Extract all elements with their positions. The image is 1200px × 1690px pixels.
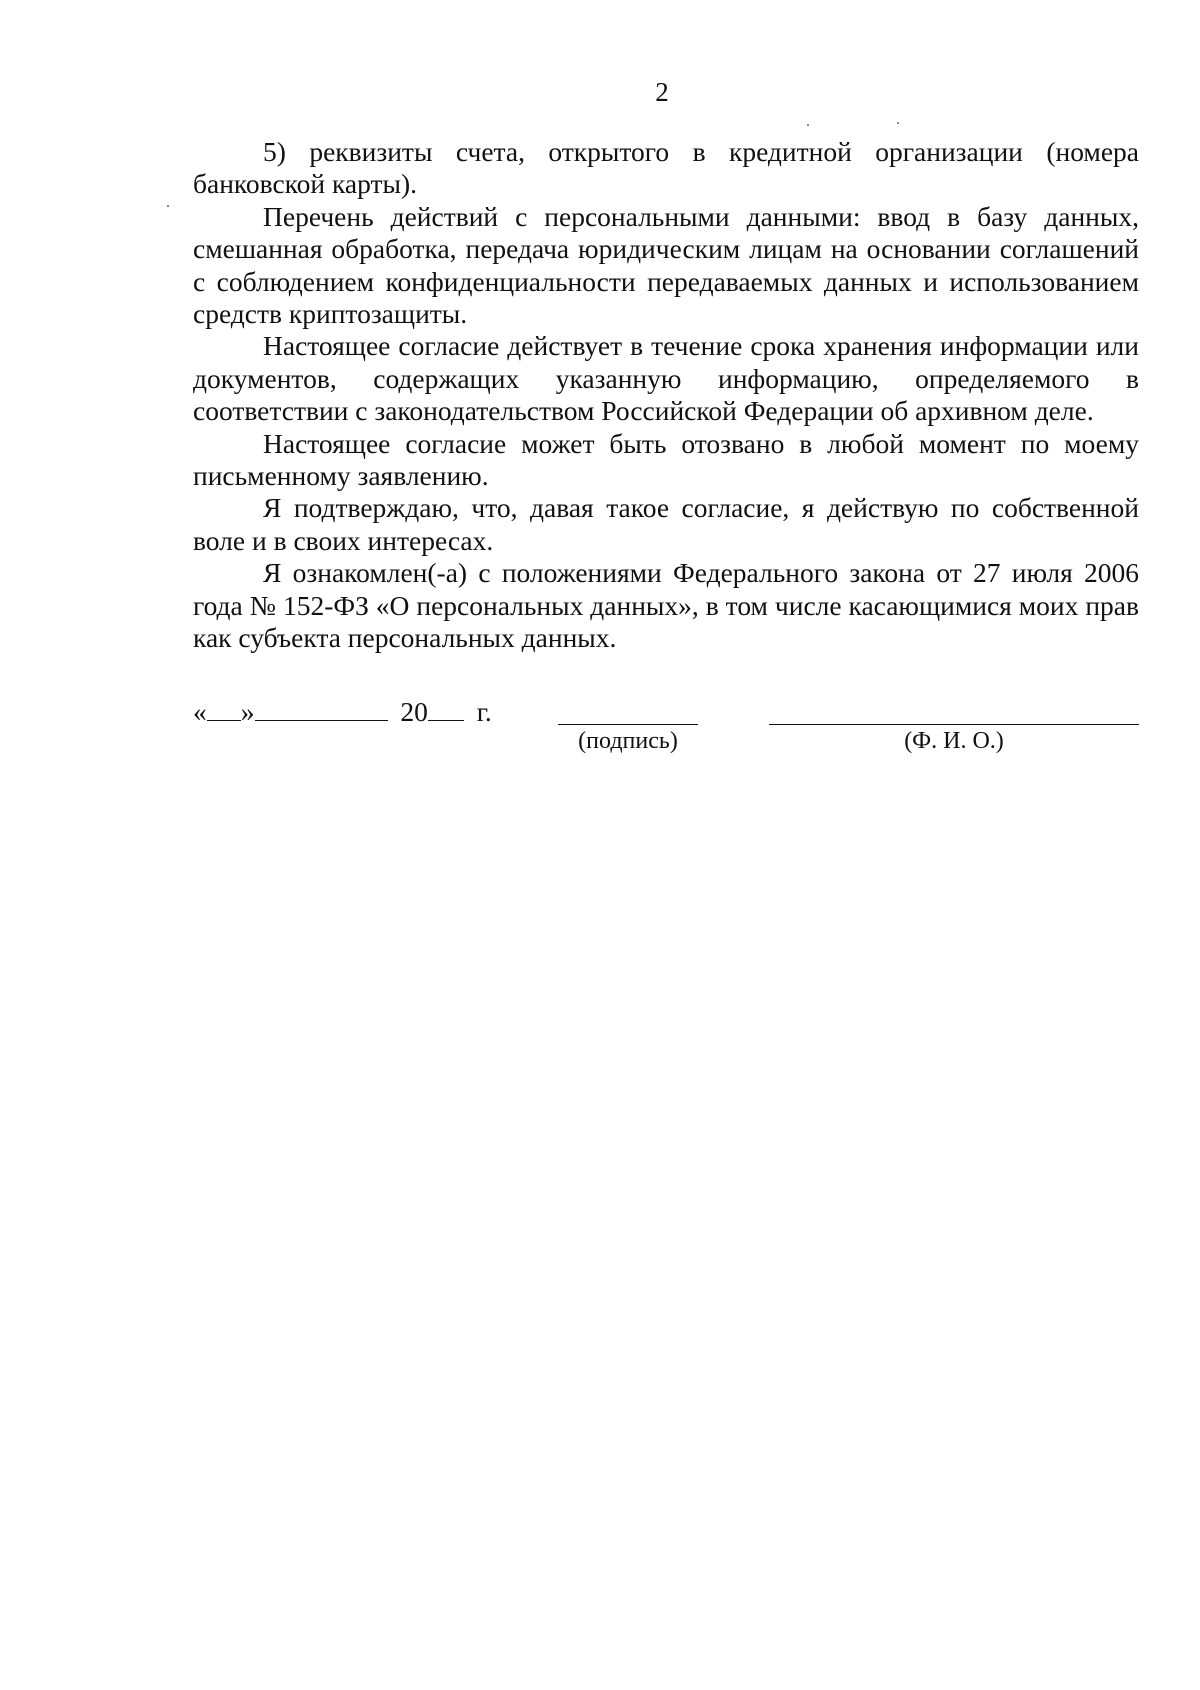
day-blank[interactable] <box>207 694 241 721</box>
signature-caption: (подпись) <box>578 728 678 754</box>
date-open-quote: « <box>193 696 207 727</box>
paragraph: Я ознакомлен(-а) с положениями Федерального закона от 27 июля 2006 года № 152-ФЗ «О персональных данных», в том числе касающимися моих прав как субъекта персональных данных. <box>193 557 1139 654</box>
scan-speck <box>897 122 899 124</box>
paragraph: Настоящее согласие действует в течение срока хранения информации или документов, содержащих указанную информацию, определяемого в соответствии с законодательством Российской Федерации об архивном деле. <box>193 330 1139 427</box>
paragraph: 5) реквизиты счета, открытого в кредитной организации (номера банковской карты). <box>193 136 1139 200</box>
page-number: 2 <box>655 77 669 107</box>
full-name-caption: (Ф. И. О.) <box>904 728 1004 754</box>
date-close-quote: » <box>240 696 255 727</box>
paragraph: Настоящее согласие может быть отозвано в любой момент по моему письменному заявлению. <box>193 427 1139 492</box>
paragraph: Перечень действий с персональными данными: ввод в базу данных, смешанная обработка, передача юридическим лицам на основании соглашений с соблюдением конфиденциальности передаваемых данных и использованием средств криптозащиты. <box>193 200 1139 330</box>
scan-speck <box>807 124 809 126</box>
signature-row <box>193 694 1139 764</box>
signature-line[interactable] <box>558 724 698 725</box>
year-prefix: 20 <box>400 696 428 727</box>
month-blank[interactable] <box>255 694 388 721</box>
date-field <box>193 694 492 728</box>
year-blank[interactable] <box>428 694 464 721</box>
scan-speck <box>167 205 169 207</box>
full-name-line[interactable] <box>769 724 1139 725</box>
paragraph: Я подтверждаю, что, давая такое согласие, я действую по собственной воле и в своих интересах. <box>193 492 1139 556</box>
document-body <box>193 136 1139 655</box>
year-suffix: г. <box>476 696 492 727</box>
